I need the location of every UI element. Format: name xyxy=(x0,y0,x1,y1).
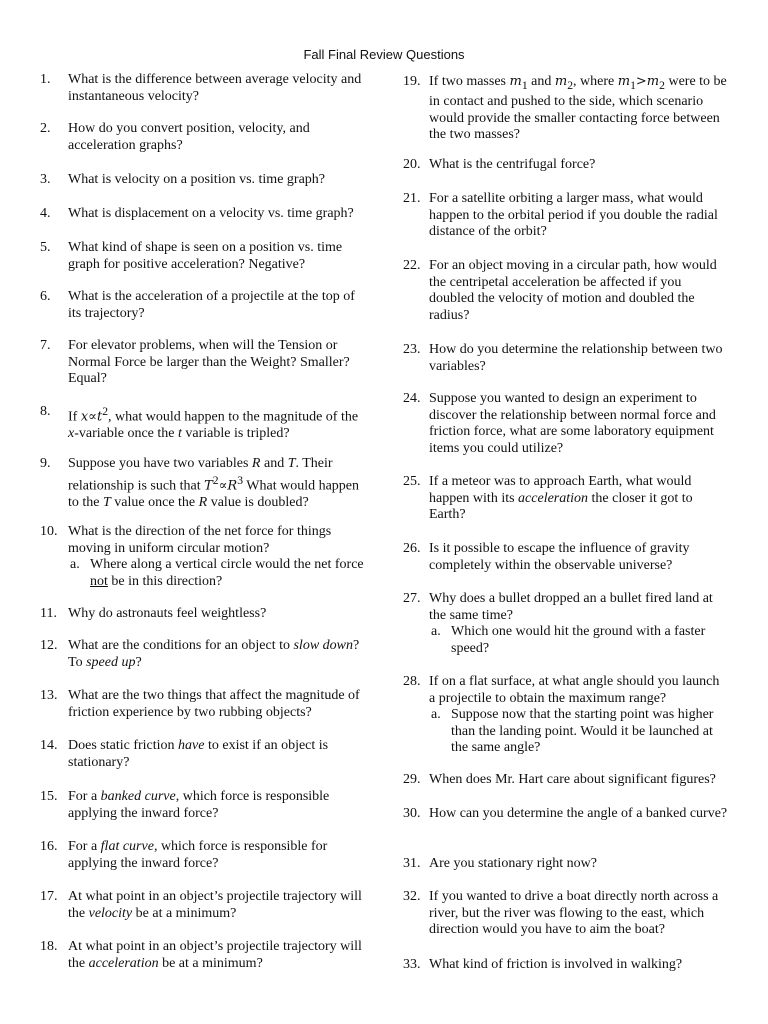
question-text: For elevator problems, when will the Tension or Normal Force be larger than the Weight? Smaller? Equal? xyxy=(68,338,350,386)
question-text: What are the conditions for an object to slow down? To speed up? xyxy=(68,638,360,670)
question-text: How do you determine the relationship between two variables? xyxy=(429,342,723,374)
question-text: At what point in an object’s projectile trajectory will the velocity be at a minimum? xyxy=(68,889,362,921)
question-number: 22. xyxy=(403,258,421,273)
question-text: For a banked curve, which force is responsible applying the inward force? xyxy=(68,789,330,821)
sub-question: a. Suppose now that the starting point was higher than the landing point. Would it be launched at the same angle? xyxy=(431,707,714,755)
question-number: 23. xyxy=(403,342,421,357)
question-number: 21. xyxy=(403,191,421,206)
question-text: If two masses $m_1$ and $m_2$, where $m_1>m_2$ were to be in contact and pushed to the side, which scenario would provide the smaller contacting force between the two masses? xyxy=(429,74,727,143)
question-text: What is the centrifugal force? xyxy=(429,157,596,172)
question-number: 27. xyxy=(403,591,421,606)
question-text: What kind of friction is involved in walking? xyxy=(429,957,683,972)
question-number: 15. xyxy=(40,789,58,804)
question-text: If a meteor was to approach Earth, what would happen with its acceleration the closer it got to Earth? xyxy=(429,474,693,522)
question-number: 16. xyxy=(40,839,58,854)
question-text: When does Mr. Hart care about significant figures? xyxy=(429,772,716,787)
question-text: What are the two things that affect the magnitude of friction experience by two rubbing objects? xyxy=(68,688,360,720)
question-number: 28. xyxy=(403,674,421,689)
question-text: If you wanted to drive a boat directly north across a river, but the river was flowing to the east, which direction would you have to aim the boat? xyxy=(429,889,719,937)
question-number: 14. xyxy=(40,738,58,753)
question-number: 1. xyxy=(40,72,51,87)
question-text: Does static friction have to exist if an object is stationary? xyxy=(68,738,329,770)
question-number: 31. xyxy=(403,856,421,871)
question-text: Are you stationary right now? xyxy=(429,856,597,871)
question-number: 11. xyxy=(40,606,57,621)
question-number: 13. xyxy=(40,688,58,703)
sub-question: a. Which one would hit the ground with a faster speed? xyxy=(431,624,706,656)
page-title: Fall Final Review Questions xyxy=(303,47,465,62)
question-number: 5. xyxy=(40,240,51,255)
question-text: At what point in an object’s projectile trajectory will the acceleration be at a minimum? xyxy=(68,939,362,971)
question-text: What is the acceleration of a projectile at the top of its trajectory? xyxy=(68,289,355,321)
question-text: What is velocity on a position vs. time graph? xyxy=(68,172,326,187)
question-text: Why do astronauts feel weightless? xyxy=(68,606,267,621)
question-number: 17. xyxy=(40,889,58,904)
question-text: How can you determine the angle of a banked curve? xyxy=(429,806,728,821)
question-text: For a flat curve, which force is responsible for applying the inward force? xyxy=(68,839,328,871)
question-text: What kind of shape is seen on a position vs. time graph for positive acceleration? Negative? xyxy=(68,240,343,272)
question-text: Suppose you have two variables R and T. Their relationship is such that $T^2\propto R^3$ What would happen to the T value once the R value is doubled? xyxy=(68,456,360,510)
question-text: If on a flat surface, at what angle should you launch a projectile to obtain the maximum range? a. Suppose now that the starting point was higher than the landing point. Would it be launched at the same angle? xyxy=(429,674,729,757)
question-number: 2. xyxy=(40,121,51,136)
question-number: 33. xyxy=(403,957,421,972)
question-number: 3. xyxy=(40,172,51,187)
question-text: What is the direction of the net force for things moving in uniform circular motion? a. Where along a vertical circle would the net force not be in this direction? xyxy=(68,524,368,590)
question-number: 29. xyxy=(403,772,421,787)
question-number: 20. xyxy=(403,157,421,172)
question-number: 24. xyxy=(403,391,421,406)
question-text: Suppose you wanted to design an experiment to discover the relationship between normal force and friction force, what are some laboratory equipment items you could utilize? xyxy=(429,391,716,456)
question-number: 18. xyxy=(40,939,58,954)
question-number: 25. xyxy=(403,474,421,489)
question-number: 30. xyxy=(403,806,421,821)
question-text: What is the difference between average velocity and instantaneous velocity? xyxy=(68,72,362,104)
sub-question: a. Where along a vertical circle would the net force not be in this direction? xyxy=(70,557,364,589)
question-text: For a satellite orbiting a larger mass, what would happen to the orbital period if you double the radial distance of the orbit? xyxy=(429,191,718,239)
question-number: 19. xyxy=(403,74,421,89)
question-number: 8. xyxy=(40,404,51,419)
question-text: For an object moving in a circular path, how would the centripetal acceleration be affected if you doubled the velocity of motion and doubled the radius? xyxy=(429,258,717,323)
question-text: What is displacement on a velocity vs. time graph? xyxy=(68,206,354,221)
question-number: 6. xyxy=(40,289,51,304)
question-number: 9. xyxy=(40,456,51,471)
question-number: 32. xyxy=(403,889,421,904)
question-number: 7. xyxy=(40,338,51,353)
question-number: 4. xyxy=(40,206,51,221)
question-text: If $x\propto t^2$, what would happen to the magnitude of the x-variable once the t variable is tripled? xyxy=(68,405,359,442)
question-text: Why does a bullet dropped an a bullet fired land at the same time? a. Which one would hit the ground with a faster speed? xyxy=(429,591,729,657)
question-number: 26. xyxy=(403,541,421,556)
question-text: Is it possible to escape the influence of gravity completely within the observable universe? xyxy=(429,541,690,573)
question-number: 10. xyxy=(40,524,58,539)
question-number: 12. xyxy=(40,638,58,653)
question-text: How do you convert position, velocity, and acceleration graphs? xyxy=(68,121,310,153)
